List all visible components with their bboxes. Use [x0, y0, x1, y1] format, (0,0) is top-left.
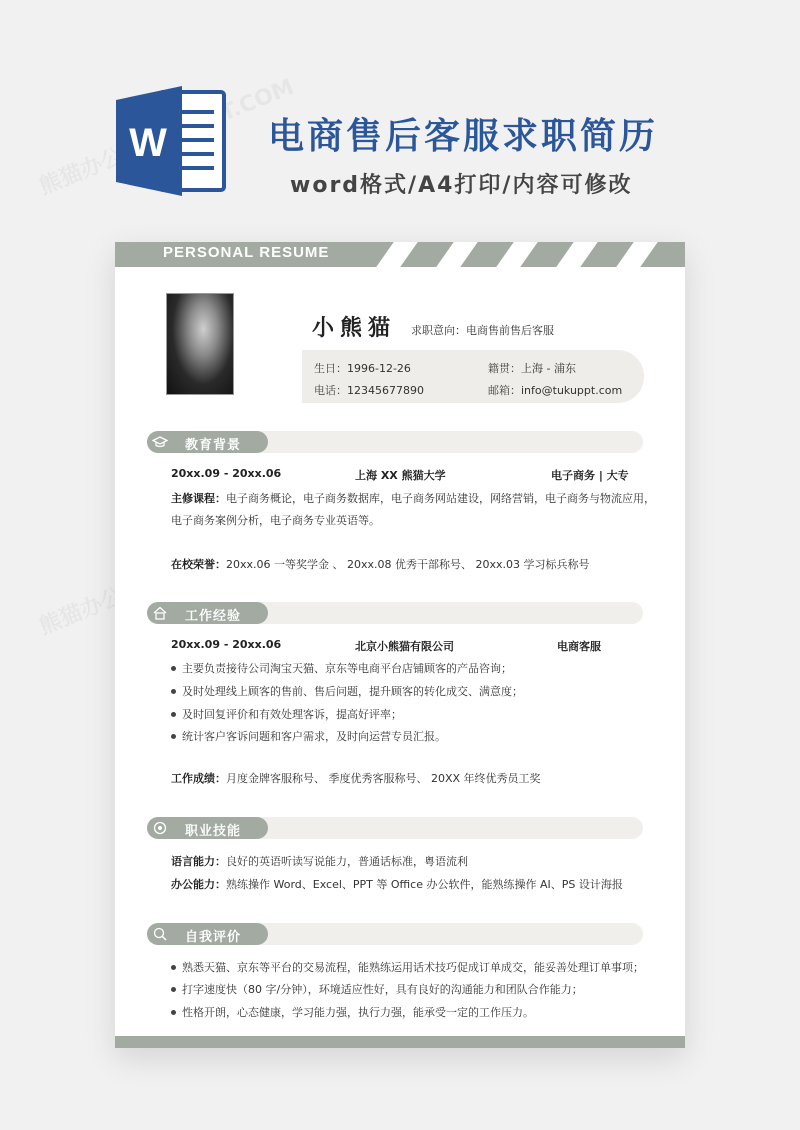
resume-footer-bar — [115, 1036, 685, 1048]
list-item: 统计客户客诉问题和客户需求，及时向运营专员汇报。 — [171, 728, 446, 744]
search-icon — [152, 926, 168, 942]
origin-value: 上海 - 浦东 — [521, 362, 576, 375]
section-title: 自我评价 — [185, 930, 242, 945]
section-skills — [147, 817, 643, 839]
courses-label: 主修课程： — [171, 492, 226, 505]
svg-text:W: W — [129, 121, 167, 165]
work-period: 20xx.09 - 20xx.06 — [171, 638, 282, 651]
page-subtitle: word格式/A4打印/内容可修改 — [290, 173, 633, 198]
section-title: 职业技能 — [185, 824, 242, 839]
birth-value: 1996-12-26 — [347, 362, 411, 375]
graduation-cap-icon — [152, 434, 168, 450]
office-label: 办公能力： — [171, 878, 226, 891]
section-self — [147, 923, 643, 945]
section-title: 教育背景 — [185, 438, 242, 453]
job-objective: 求职意向：电商售前售后客服 — [411, 324, 554, 337]
list-item: 打字速度快（80 字/分钟），环境适应性好，具有良好的沟通能力和团队合作能力； — [171, 981, 583, 997]
birth-label: 生日： — [314, 362, 347, 375]
candidate-name: 小熊猫 — [312, 316, 397, 341]
phone-value: 12345677890 — [347, 384, 424, 397]
phone-label: 电话： — [314, 384, 347, 397]
resume-paper — [115, 242, 685, 1048]
honors-text: 20xx.06 一等奖学金 、 20xx.08 优秀干部称号、 20xx.03 学习标兵称号 — [226, 558, 590, 571]
work-position: 电商客服 — [557, 640, 601, 653]
target-icon — [152, 820, 168, 836]
profile-photo — [166, 293, 234, 395]
courses-text: 电子商务概论，电子商务数据库，电子商务网站建设，网络营销，电子商务与物流应用， — [226, 492, 655, 505]
list-item: 主要负责接待公司淘宝天猫、京东等电商平台店铺顾客的产品咨询； — [171, 660, 512, 676]
education-school: 上海 XX 熊猫大学 — [355, 469, 446, 482]
section-education — [147, 431, 643, 453]
email-label: 邮箱： — [488, 384, 521, 397]
achievements-text: 月度金牌客服称号、 季度优秀客服称号、 20XX 年终优秀员工奖 — [226, 772, 541, 785]
honors-label: 在校荣誉： — [171, 558, 226, 571]
work-company: 北京小熊猫有限公司 — [355, 640, 454, 653]
email-value: info@tukuppt.com — [521, 384, 623, 397]
achievements-label: 工作成绩： — [171, 772, 226, 785]
origin-label: 籍贯： — [488, 362, 521, 375]
resume-header-title: PERSONAL RESUME — [163, 244, 330, 261]
page-title: 电商售后客服求职简历 — [268, 116, 659, 157]
list-item: 性格开朗，心态健康，学习能力强，执行力强，能承受一定的工作压力。 — [171, 1004, 534, 1020]
list-item: 及时处理线上顾客的售前、售后问题，提升顾客的转化成交、满意度； — [171, 683, 523, 699]
language-text: 良好的英语听读写说能力，普通话标准，粤语流利 — [226, 855, 468, 868]
personal-info-box — [302, 350, 644, 403]
home-icon — [152, 605, 168, 621]
courses-text-cont: 电子商务案例分析，电子商务专业英语等。 — [171, 514, 380, 527]
education-period: 20xx.09 - 20xx.06 — [171, 467, 282, 480]
list-item: 熟悉天猫、京东等平台的交易流程，能熟练运用话术技巧促成订单成交，能妥善处理订单事项； — [171, 959, 644, 975]
word-logo-icon — [116, 86, 228, 196]
section-title: 工作经验 — [185, 609, 242, 624]
education-major: 电子商务 | 大专 — [551, 469, 629, 482]
list-item: 及时回复评价和有效处理客诉，提高好评率； — [171, 706, 402, 722]
resume-header-bar — [115, 242, 685, 267]
section-work — [147, 602, 643, 624]
office-text: 熟练操作 Word、Excel、PPT 等 Office 办公软件，能熟练操作 AI、PS 设计海报 — [226, 878, 623, 891]
language-label: 语言能力： — [171, 855, 226, 868]
